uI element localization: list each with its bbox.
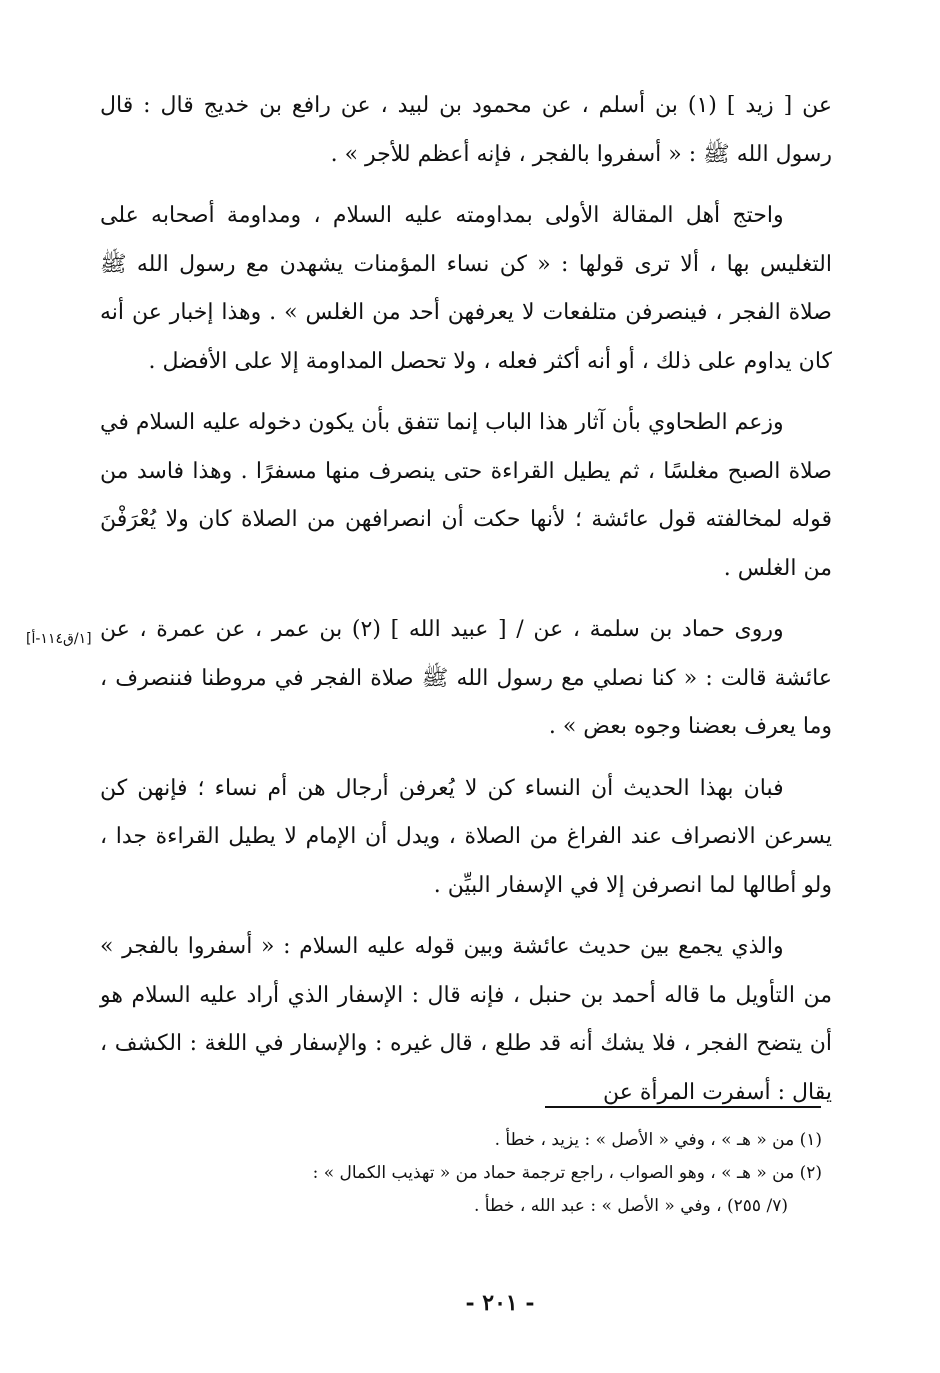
footnote-2: (٢) من « هـ » ، وهو الصواب ، راجع ترجمة حماد من « تهذيب الكمال » :	[312, 1163, 822, 1183]
paragraph-4: وروى حماد بن سلمة ، عن / [ عبيد الله ] (٢) بن عمر ، عن عمرة ، عن عائشة قالت : « كنا نصلي مع رسول الله ﷺ صلاة الفجر في مروطنا فننصرف ، وما يعرف بعضنا وجوه بعض » .	[100, 617, 832, 739]
paragraph-1: عن [ زيد ] (١) بن أسلم ، عن محمود بن لبيد ، عن رافع بن خديج قال : قال رسول الله ﷺ : « أسفروا بالفجر ، فإنه أعظم للأجر » .	[100, 93, 832, 167]
manuscript-folio-reference: [١/ق١١٤-أ]	[26, 631, 92, 647]
body-text	[100, 82, 832, 1130]
paragraph-5: فبان بهذا الحديث أن النساء كن لا يُعرفن أرجال هن أم نساء ؛ فإنهن كن يسرعن الانصراف عند الفراغ من الصلاة ، ويدل أن الإمام لا يطيل القراءة جدا ، ولو أطالها لما انصرفن إلا في الإسفار البيِّن .	[100, 775, 832, 898]
footnote-1: (١) من « هـ » ، وفي « الأصل » : يزيد ، خطأ .	[494, 1130, 822, 1150]
paragraph-3: وزعم الطحاوي بأن آثار هذا الباب إنما تتفق بأن يكون دخوله عليه السلام في صلاة الصبح مغلسًا ، ثم يطيل القراءة حتى ينصرف منها مسفرًا . وهذا فاسد من قوله لمخالفته قول عائشة ؛ لأنها حكت أن انصرافهن من الصلاة كان ولا يُعْرَفْنَ من الغلس .	[100, 410, 832, 581]
paragraph-6: والذي يجمع بين حديث عائشة وبين قوله عليه السلام : « أسفروا بالفجر » من التأويل ما قاله أحمد بن حنبل ، فإنه قال : الإسفار الذي أراد عليه السلام هو أن يتضح الفجر ، فلا يشك أنه قد طلع ، قال غيره : والإسفار في اللغة : الكشف ، يقال : أسفرت المرأة عن	[100, 934, 832, 1105]
footnote-separator	[545, 1106, 821, 1108]
footnote-2-continuation: (٧/ ٢٥٥) ، وفي « الأصل » : عبد الله ، خطأ .	[473, 1196, 788, 1216]
paragraph-2: واحتج أهل المقالة الأولى بمداومته عليه السلام ، ومداومة أصحابه على التغليس بها ، ألا ترى قولها : « كن نساء المؤمنات يشهدن مع رسول الله ﷺ صلاة الفجر ، فينصرفن متلفعات لا يعرفهن أحد من الغلس » . وهذا إخبار عن أنه كان يداوم على ذلك ، أو أنه أكثر فعله ، ولا تحصل المداومة إلا على الأفضل .	[100, 203, 832, 374]
page-number: - ٢٠١ -	[465, 1290, 535, 1316]
footnotes	[120, 1124, 822, 1223]
